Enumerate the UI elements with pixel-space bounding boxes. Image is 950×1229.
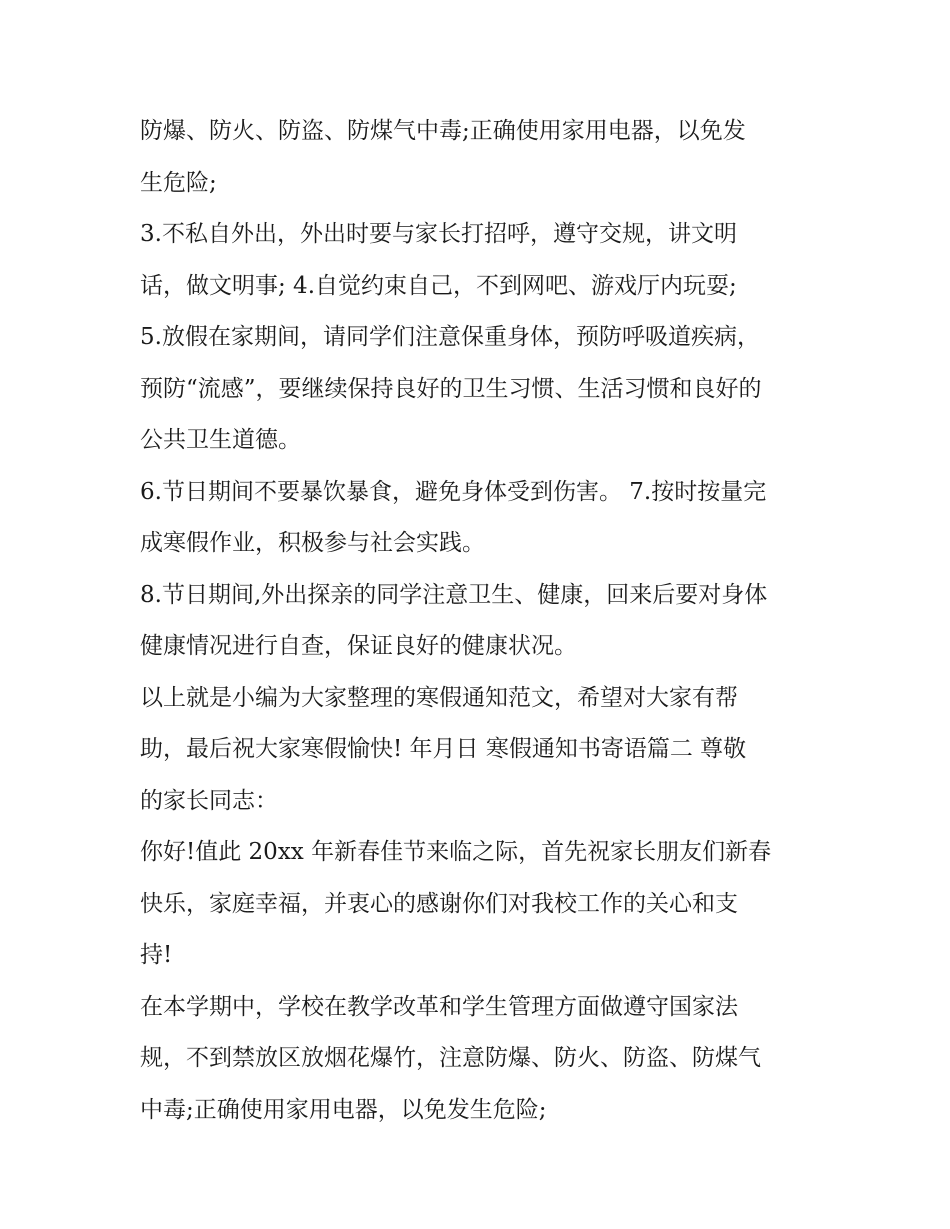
text-line: 你好!值此 20xx 年新春佳节来临之际，首先祝家长朋友们新春	[140, 839, 772, 865]
text-line: 以上就是小编为大家整理的寒假通知范文，希望对大家有帮	[140, 684, 738, 711]
document-body	[140, 106, 820, 1136]
text-line: 6.节日期间不要暴饮暴食，避免身体受到伤害。 7.按时按量完	[140, 478, 767, 505]
text-line: 公共卫生道德。	[140, 427, 301, 453]
text-line: 8.节日期间,外出探亲的同学注意卫生、健康，回来后要对身体	[140, 581, 768, 608]
text-line: 持!	[140, 942, 173, 968]
text-line: 话，做文明事; 4.自觉约束自己，不到网吧、游戏厅内玩耍;	[140, 272, 737, 299]
text-line: 中毒;正确使用家用电器，以免发生危险;	[140, 1096, 547, 1123]
text-line: 健康情况进行自查，保证良好的健康状况。	[140, 633, 577, 659]
text-line: 防爆、防火、防盗、防煤气中毒;正确使用家用电器，以免发	[140, 118, 746, 144]
text-line: 预防“流感”，要继续保持良好的卫生习惯、生活习惯和良好的	[140, 375, 762, 402]
text-line: 在本学期中，学校在教学改革和学生管理方面做遵守国家法	[140, 993, 738, 1020]
text-line: 成寒假作业，积极参与社会实践。	[140, 530, 485, 556]
text-line: 5.放假在家期间，请同学们注意保重身体，预防呼吸道疾病，	[140, 324, 760, 350]
text-line: 3.不私自外出，外出时要与家长打招呼，遵守交规，讲文明	[140, 221, 737, 247]
text-line: 快乐，家庭幸福，并衷心的感谢你们对我校工作的关心和支	[140, 890, 738, 917]
text-line: 助，最后祝大家寒假愉快! 年月日 寒假通知书寄语篇二 尊敬	[140, 736, 747, 762]
text-line: 规，不到禁放区放烟花爆竹，注意防爆、防火、防盗、防煤气	[140, 1045, 761, 1071]
text-line: 生危险;	[140, 169, 217, 196]
text-line: 的家长同志：	[140, 787, 278, 814]
